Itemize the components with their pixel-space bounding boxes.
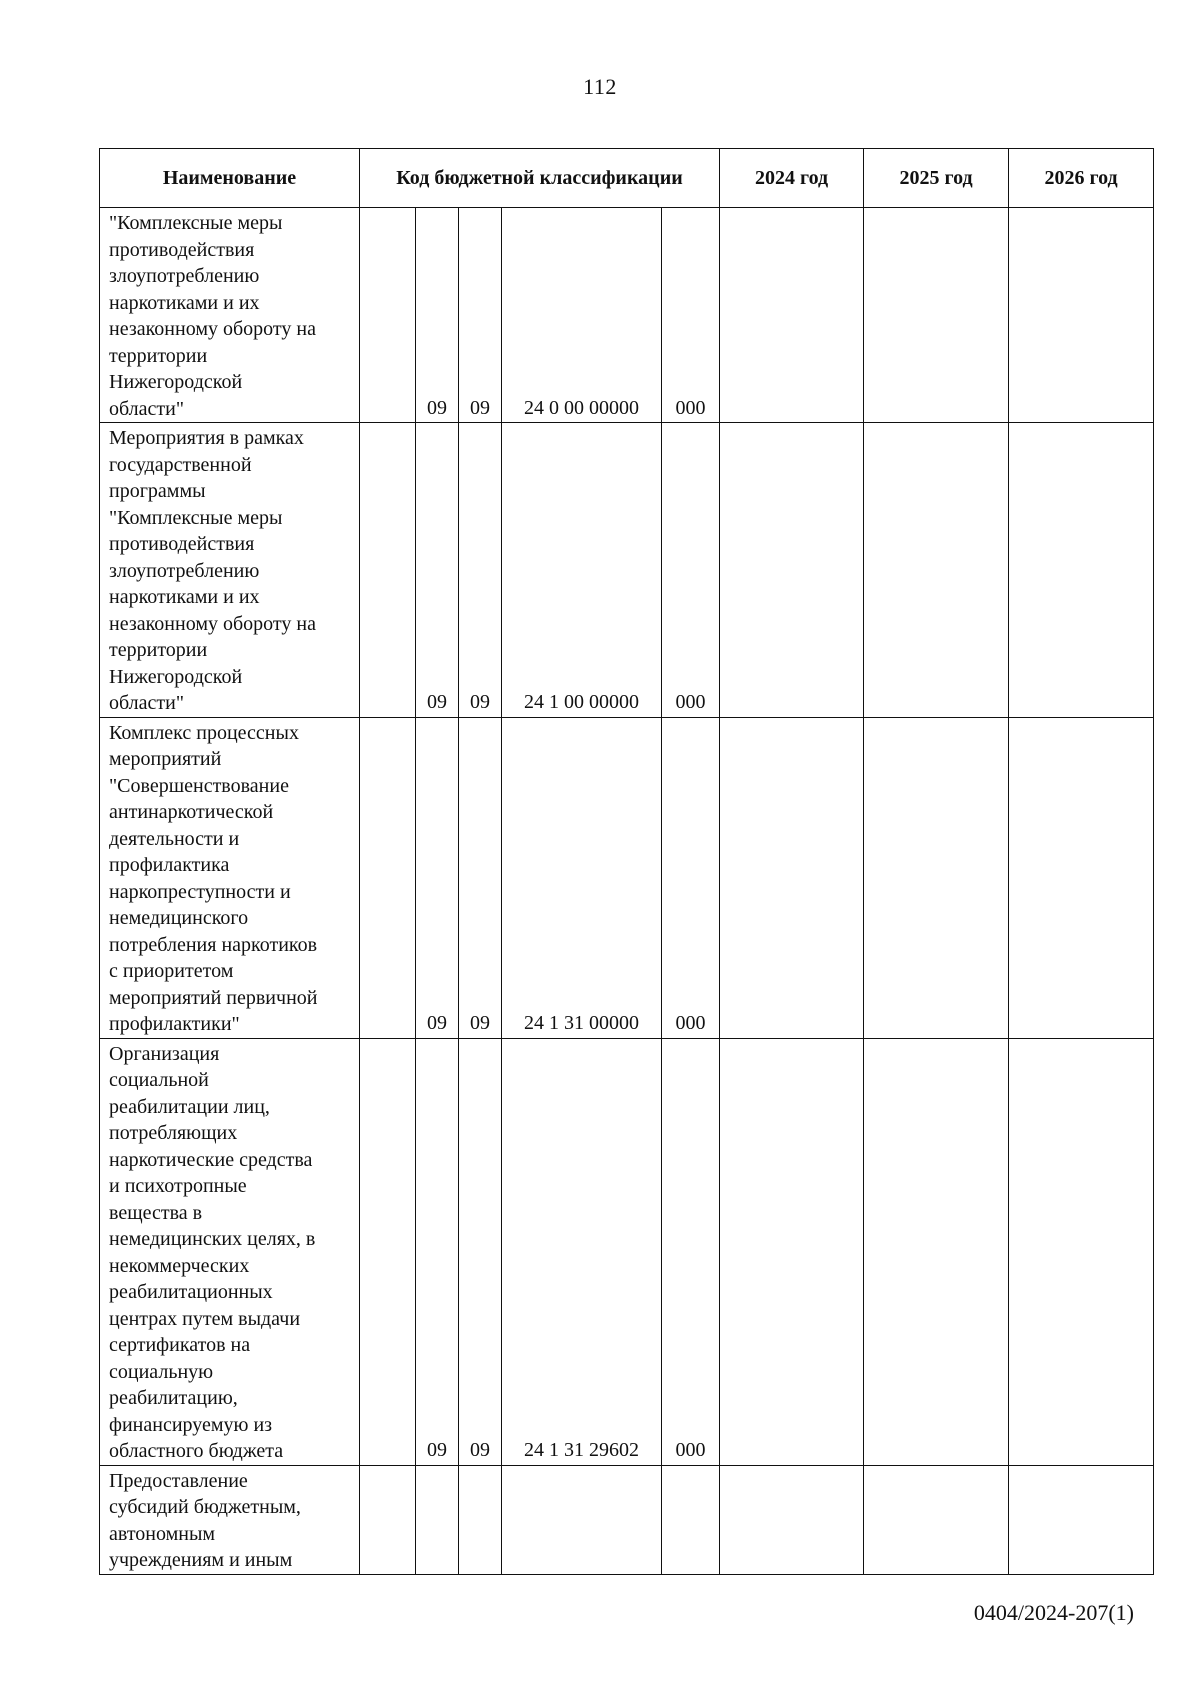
- code-subsection: [459, 1465, 502, 1574]
- value-2024: [720, 208, 864, 423]
- value-2024: [720, 423, 864, 718]
- document-code: 0404/2024-207(1): [973, 1600, 1134, 1625]
- value-2025: [864, 1465, 1009, 1574]
- code-expense-type: [662, 1465, 720, 1574]
- code-target-article: 24 1 31 00000: [502, 717, 662, 1038]
- value-2026: [1009, 208, 1154, 423]
- row-name: Организация социальной реабилитации лиц, потребляющих наркотические средства и психотропные вещества в немедицинских целях, в некоммерческих реабилитационных центрах путем выдачи сертификатов на социальную реабилитацию, финансируемую из областного бюджета: [100, 1038, 360, 1465]
- row-name: "Комплексные меры противодействия злоупотреблению наркотиками и их незаконному обороту на территории Нижегородской области": [100, 208, 360, 423]
- header-name: Наименование: [100, 149, 360, 208]
- table-row: [100, 1038, 1154, 1465]
- code-section: 09: [416, 717, 459, 1038]
- code-admin: [360, 717, 416, 1038]
- table-row: [100, 208, 1154, 423]
- row-name: Мероприятия в рамках государственной программы "Комплексные меры противодействия злоупотреблению наркотиками и их незаконному обороту на территории Нижегородской области": [100, 423, 360, 718]
- code-admin: [360, 208, 416, 423]
- code-target-article: 24 1 00 00000: [502, 423, 662, 718]
- code-subsection: 09: [459, 717, 502, 1038]
- header-budget-code: Код бюджетной классификации: [360, 149, 720, 208]
- code-section: [416, 1465, 459, 1574]
- code-admin: [360, 1038, 416, 1465]
- table-header-row: [100, 149, 1154, 208]
- budget-table: [99, 148, 1154, 1575]
- value-2025: [864, 1038, 1009, 1465]
- code-expense-type: 000: [662, 717, 720, 1038]
- code-section: 09: [416, 1038, 459, 1465]
- header-year-2025: 2025 год: [864, 149, 1009, 208]
- table-row: [100, 423, 1154, 718]
- value-2024: [720, 1038, 864, 1465]
- value-2026: [1009, 717, 1154, 1038]
- header-year-2026: 2026 год: [1009, 149, 1154, 208]
- value-2026: [1009, 1465, 1154, 1574]
- code-section: 09: [416, 208, 459, 423]
- page-number: 112: [583, 74, 617, 99]
- value-2024: [720, 1465, 864, 1574]
- code-expense-type: 000: [662, 1038, 720, 1465]
- table-row: [100, 717, 1154, 1038]
- code-admin: [360, 1465, 416, 1574]
- table-row: [100, 1465, 1154, 1574]
- code-subsection: 09: [459, 208, 502, 423]
- row-name: Предоставление субсидий бюджетным, автономным учреждениям и иным: [100, 1465, 360, 1574]
- code-target-article: [502, 1465, 662, 1574]
- header-year-2024: 2024 год: [720, 149, 864, 208]
- code-admin: [360, 423, 416, 718]
- code-target-article: 24 1 31 29602: [502, 1038, 662, 1465]
- code-expense-type: 000: [662, 208, 720, 423]
- value-2024: [720, 717, 864, 1038]
- code-expense-type: 000: [662, 423, 720, 718]
- value-2025: [864, 208, 1009, 423]
- value-2025: [864, 717, 1009, 1038]
- value-2026: [1009, 423, 1154, 718]
- code-target-article: 24 0 00 00000: [502, 208, 662, 423]
- code-subsection: 09: [459, 1038, 502, 1465]
- code-subsection: 09: [459, 423, 502, 718]
- code-section: 09: [416, 423, 459, 718]
- row-name: Комплекс процессных мероприятий "Совершенствование антинаркотической деятельности и профилактика наркопреступности и немедицинского потребления наркотиков с приоритетом мероприятий первичной профилактики": [100, 717, 360, 1038]
- value-2025: [864, 423, 1009, 718]
- value-2026: [1009, 1038, 1154, 1465]
